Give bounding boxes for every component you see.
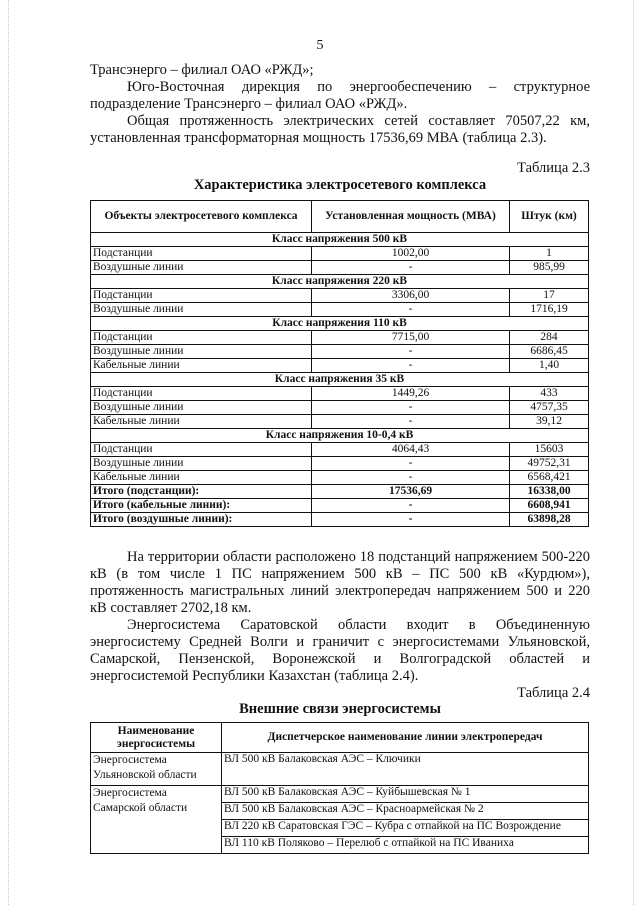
table-row — [91, 247, 589, 261]
class-header-row — [91, 429, 589, 443]
voltage-class-title: Класс напряжения 110 кВ — [91, 317, 589, 331]
table-row — [91, 331, 589, 345]
power-cell: - — [312, 471, 510, 485]
table-row — [91, 289, 589, 303]
object-name-cell: Кабельные линии — [91, 471, 312, 485]
power-cell: 7715,00 — [312, 331, 510, 345]
count-cell: 1,40 — [510, 359, 589, 373]
object-name-cell: Кабельные линии — [91, 415, 312, 429]
table-row — [91, 415, 589, 429]
paragraph-energy-system: Энергосистема Саратовской области входит в Объединенную энергосистему Средней Волги и граничит с энергосистемами Ульяновской, Самарской, Пензенской, Воронежской и Волгоградской областей и энергосистемой Республики Казахстан (таблица 2.4). — [90, 617, 590, 684]
line-name-cell: ВЛ 500 кВ Балаковская АЭС – Красноармейская № 2 — [222, 803, 589, 820]
table-row — [91, 303, 589, 317]
object-name-cell: Воздушные линии — [91, 457, 312, 471]
count-cell: 1 — [510, 247, 589, 261]
power-cell: - — [312, 345, 510, 359]
table-row — [91, 345, 589, 359]
left-edge-guide — [8, 0, 9, 905]
class-header-row — [91, 373, 589, 387]
power-cell: - — [312, 303, 510, 317]
table-row — [91, 786, 589, 803]
line-name-cell: ВЛ 500 кВ Балаковская АЭС – Куйбышевская № 1 — [222, 786, 589, 803]
table-row — [91, 457, 589, 471]
line-name-cell: ВЛ 500 кВ Балаковская АЭС – Ключики — [222, 753, 589, 786]
table-2-4-body — [91, 753, 589, 854]
table-row — [91, 753, 589, 786]
table-2-3-title: Характеристика электросетевого комплекса — [193, 177, 487, 193]
page-number: 5 — [316, 38, 324, 53]
total-count-cell: 6608,941 — [510, 499, 589, 513]
object-name-cell: Воздушные линии — [91, 345, 312, 359]
table-row — [91, 471, 589, 485]
total-power-cell: 17536,69 — [312, 485, 510, 499]
object-name-cell: Воздушные линии — [91, 261, 312, 275]
object-name-cell: Кабельные линии — [91, 359, 312, 373]
class-header-row — [91, 233, 589, 247]
total-name-cell: Итого (подстанции): — [91, 485, 312, 499]
object-name-cell: Подстанции — [91, 289, 312, 303]
count-cell: 4757,35 — [510, 401, 589, 415]
object-name-cell: Воздушные линии — [91, 401, 312, 415]
count-cell: 1716,19 — [510, 303, 589, 317]
paragraph-substations: На территории области расположено 18 подстанций напряжением 500-220 кВ (в том числе 1 ПС напряжением 500 кВ – ПС 500 кВ «Курдюм»), протяженность магистральных линий электропередач напряжением 500 и 220 кВ составляет 2702,18 км. — [90, 549, 590, 616]
table-2-4-title: Внешние связи энергосистемы — [239, 701, 441, 717]
power-cell: 1002,00 — [312, 247, 510, 261]
count-cell: 17 — [510, 289, 589, 303]
table-row — [91, 401, 589, 415]
object-name-cell: Подстанции — [91, 331, 312, 345]
voltage-class-title: Класс напряжения 220 кВ — [91, 275, 589, 289]
total-count-cell: 16338,00 — [510, 485, 589, 499]
power-cell: 1449,26 — [312, 387, 510, 401]
col-header-power: Установленная мощность (МВА) — [312, 201, 510, 233]
class-header-row — [91, 275, 589, 289]
voltage-class-title: Класс напряжения 500 кВ — [91, 233, 589, 247]
col-header-system: Наименование энергосистемы — [91, 723, 222, 753]
table-row — [91, 387, 589, 401]
col-header-count: Штук (км) — [510, 201, 589, 233]
count-cell: 985,99 — [510, 261, 589, 275]
table-row — [91, 261, 589, 275]
count-cell: 284 — [510, 331, 589, 345]
object-name-cell: Подстанции — [91, 247, 312, 261]
count-cell: 433 — [510, 387, 589, 401]
count-cell: 15603 — [510, 443, 589, 457]
intro-line-3: Общая протяженность электрических сетей составляет 70507,22 км, установленная трансформаторная мощность 17536,69 МВА (таблица 2.3). — [90, 113, 590, 146]
total-name-cell: Итого (воздушные линии): — [91, 513, 312, 527]
object-name-cell: Воздушные линии — [91, 303, 312, 317]
total-row — [91, 485, 589, 499]
total-name-cell: Итого (кабельные линии): — [91, 499, 312, 513]
line-name-cell: ВЛ 220 кВ Саратовская ГЭС – Кубра с отпайкой на ПС Возрождение — [222, 820, 589, 837]
power-cell: 4064,43 — [312, 443, 510, 457]
count-cell: 6686,45 — [510, 345, 589, 359]
system-name-cell: Энергосистема Ульяновской области — [91, 753, 222, 786]
power-cell: - — [312, 415, 510, 429]
line-name-cell: ВЛ 110 кВ Поляково – Перелюб с отпайкой на ПС Иваниха — [222, 837, 589, 854]
power-cell: - — [312, 261, 510, 275]
object-name-cell: Подстанции — [91, 443, 312, 457]
intro-line-1: Трансэнерго – филиал ОАО «РЖД»; — [90, 62, 314, 78]
right-edge-guide — [633, 0, 634, 905]
total-row — [91, 499, 589, 513]
power-cell: - — [312, 401, 510, 415]
power-cell: 3306,00 — [312, 289, 510, 303]
power-cell: - — [312, 457, 510, 471]
table-2-4-label: Таблица 2.4 — [517, 685, 590, 701]
voltage-class-title: Класс напряжения 10-0,4 кВ — [91, 429, 589, 443]
total-power-cell: - — [312, 513, 510, 527]
table-row — [91, 443, 589, 457]
class-header-row — [91, 317, 589, 331]
table-2-3 — [90, 200, 589, 527]
total-row — [91, 513, 589, 527]
total-count-cell: 63898,28 — [510, 513, 589, 527]
count-cell: 6568,421 — [510, 471, 589, 485]
col-header-line: Диспетчерское наименование линии электропередач — [222, 723, 589, 753]
voltage-class-title: Класс напряжения 35 кВ — [91, 373, 589, 387]
table-2-3-body — [91, 233, 589, 527]
count-cell: 39,12 — [510, 415, 589, 429]
count-cell: 49752,31 — [510, 457, 589, 471]
total-power-cell: - — [312, 499, 510, 513]
intro-line-2: Юго-Восточная дирекция по энергообеспечению – структурное подразделение Трансэнерго – филиал ОАО «РЖД». — [90, 79, 590, 112]
table-2-4 — [90, 722, 589, 854]
col-header-objects: Объекты электросетевого комплекса — [91, 201, 312, 233]
table-2-3-label: Таблица 2.3 — [517, 160, 590, 176]
system-name-cell: Энергосистема Самарской области — [91, 786, 222, 854]
object-name-cell: Подстанции — [91, 387, 312, 401]
power-cell: - — [312, 359, 510, 373]
table-row — [91, 359, 589, 373]
